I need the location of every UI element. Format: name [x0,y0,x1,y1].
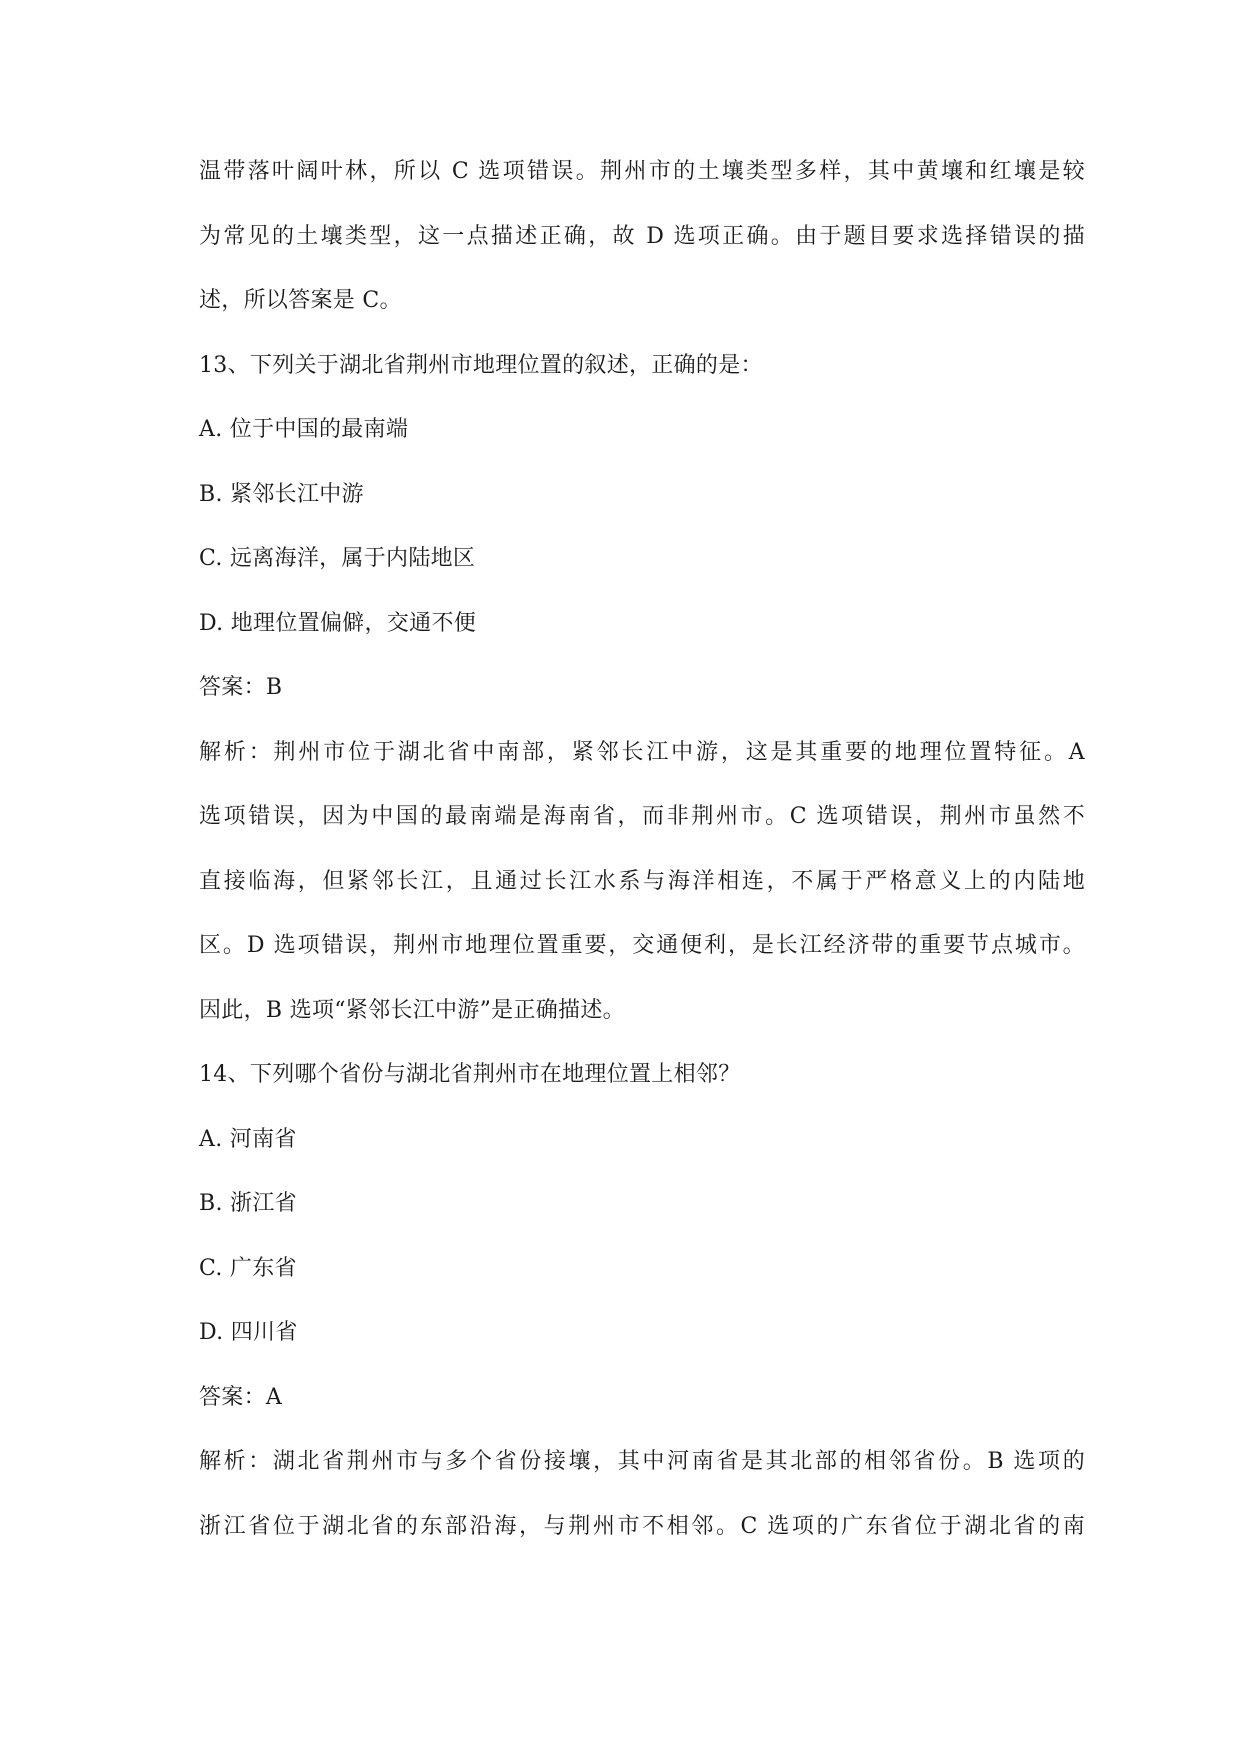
question-13-option-d: D. 地理位置偏僻，交通不便 [199,610,477,636]
question-14-explanation-line: 解析：湖北省荆州市与多个省份接壤，其中河南省是其北部的相邻省份。B 选项的 [199,1449,1085,1474]
question-14-option-d: D. 四川省 [199,1320,298,1345]
explanation-text-line: 为常见的土壤类型，这一点描述正确，故 D 选项正确。由于题目要求选择错误的描 [199,223,1085,249]
question-13-option-a: A. 位于中国的最南端 [199,417,409,442]
question-14-answer: 答案：A [199,1384,283,1410]
question-14-explanation-line: 浙江省位于湖北省的东部沿海，与荆州市不相邻。C 选项的广东省位于湖北省的南 [199,1513,1085,1539]
document-body [199,140,1085,1559]
question-13-explanation-line: 直接临海，但紧邻长江，且通过长江水系与海洋相连，不属于严格意义上的内陆地 [199,868,1085,894]
explanation-text-line: 述，所以答案是 C。 [199,288,402,313]
question-14-stem: 14、下列哪个省份与湖北省荆州市在地理位置上相邻？ [199,1062,741,1087]
question-13-explanation-line: 解析：荆州市位于湖北省中南部，紧邻长江中游，这是其重要的地理位置特征。A [199,739,1085,765]
question-13-stem: 13、下列关于湖北省荆州市地理位置的叙述，正确的是： [199,352,763,378]
question-14-option-a: A. 河南省 [199,1126,297,1152]
question-14-option-b: B. 浙江省 [199,1191,297,1216]
question-14-option-c: C. 广东省 [199,1255,297,1281]
question-13-explanation-line: 因此，B 选项“紧邻长江中游”是正确描述。 [199,997,625,1023]
question-13-answer: 答案：B [199,675,283,700]
question-13-explanation-line: 区。D 选项错误，荆州市地理位置重要，交通便利，是长江经济带的重要节点城市。 [199,933,1085,958]
question-13-explanation-line: 选项错误，因为中国的最南端是海南省，而非荆州市。C 选项错误，荆州市虽然不 [199,804,1085,829]
question-13-option-b: B. 紧邻长江中游 [199,481,364,507]
explanation-text-line: 温带落叶阔叶林，所以 C 选项错误。荆州市的土壤类型多样，其中黄壤和红壤是较 [199,159,1085,184]
question-13-option-c: C. 远离海洋，属于内陆地区 [199,546,476,571]
